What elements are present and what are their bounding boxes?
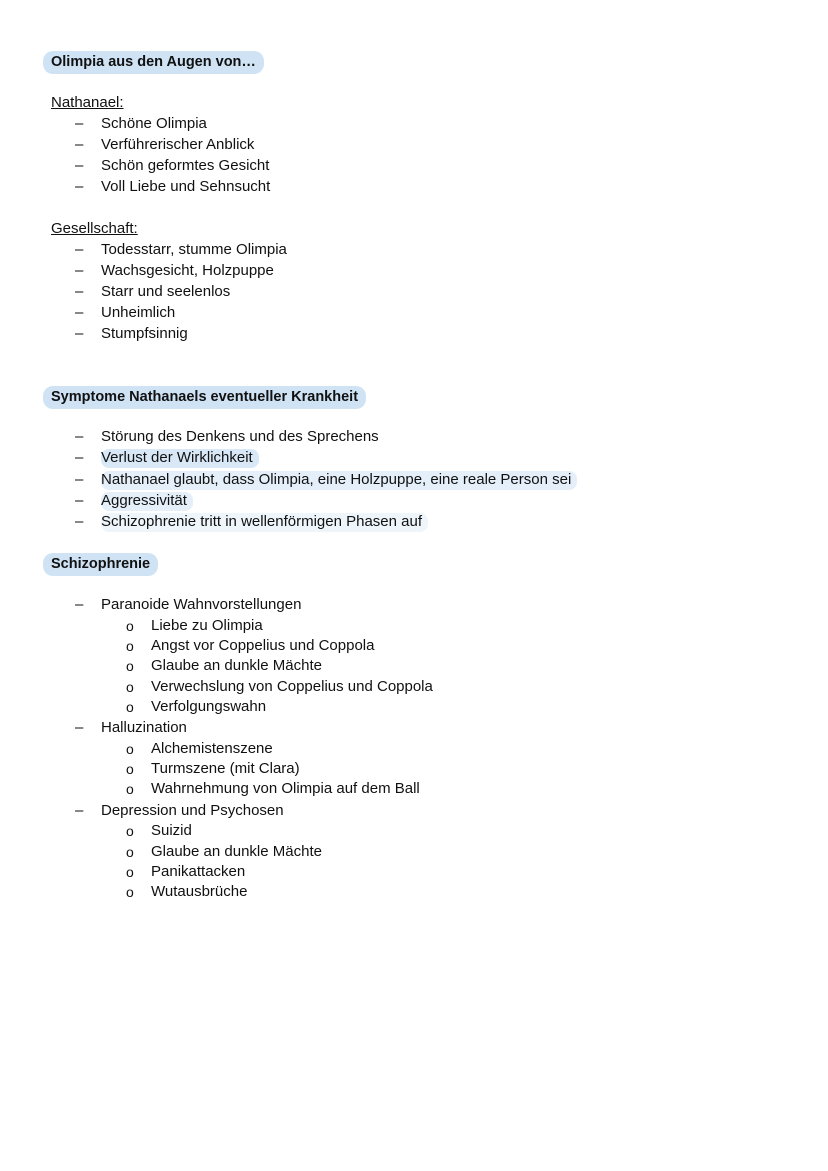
sub-list-item-text: Verfolgungswahn bbox=[151, 698, 267, 715]
list-item-text: Starr und seelenlos bbox=[101, 283, 231, 300]
dash-bullet: – bbox=[75, 802, 84, 819]
list-item-text: Unheimlich bbox=[101, 304, 176, 321]
list-item-text: Halluzination bbox=[101, 719, 187, 736]
dash-bullet: – bbox=[75, 304, 84, 321]
section-heading-symptome: Symptome Nathanaels eventueller Krankheit bbox=[43, 386, 366, 409]
list-item-text: Aggressivität bbox=[101, 492, 193, 511]
dash-bullet: – bbox=[75, 719, 84, 736]
subheading-gesellschaft: Gesellschaft: bbox=[51, 220, 138, 237]
sub-list-item-text: Turmszene (mit Clara) bbox=[151, 760, 300, 777]
dash-bullet: – bbox=[75, 115, 84, 132]
dash-bullet: – bbox=[75, 513, 84, 530]
dash-bullet: – bbox=[75, 157, 84, 174]
dash-bullet: – bbox=[75, 262, 84, 279]
sub-list-item-text: Verwechslung von Coppelius und Coppola bbox=[151, 678, 433, 695]
circle-bullet: o bbox=[126, 699, 134, 715]
sub-list-item-text: Panikattacken bbox=[151, 863, 246, 880]
sub-list-item-text: Wahrnehmung von Olimpia auf dem Ball bbox=[151, 780, 420, 797]
list-item-text: Verführerischer Anblick bbox=[101, 136, 255, 153]
circle-bullet: o bbox=[126, 761, 134, 777]
circle-bullet: o bbox=[126, 884, 134, 900]
dash-bullet: – bbox=[75, 178, 84, 195]
circle-bullet: o bbox=[126, 638, 134, 654]
dash-bullet: – bbox=[75, 283, 84, 300]
list-item-text: Störung des Denkens und des Sprechens bbox=[101, 428, 379, 445]
dash-bullet: – bbox=[75, 325, 84, 342]
sub-list-item-text: Angst vor Coppelius und Coppola bbox=[151, 637, 375, 654]
dash-bullet: – bbox=[75, 471, 84, 488]
sub-list-item-text: Alchemistenszene bbox=[151, 740, 273, 757]
list-item-text: Verlust der Wirklichkeit bbox=[101, 449, 259, 468]
circle-bullet: o bbox=[126, 679, 134, 695]
dash-bullet: – bbox=[75, 428, 84, 445]
list-item-text: Paranoide Wahnvorstellungen bbox=[101, 596, 302, 613]
dash-bullet: – bbox=[75, 241, 84, 258]
section-heading-schizophrenie: Schizophrenie bbox=[43, 553, 158, 576]
dash-bullet: – bbox=[75, 449, 84, 466]
sub-list-item-text: Wutausbrüche bbox=[151, 883, 248, 900]
sub-list-item-text: Liebe zu Olimpia bbox=[151, 617, 263, 634]
sub-list-item-text: Glaube an dunkle Mächte bbox=[151, 657, 322, 674]
circle-bullet: o bbox=[126, 844, 134, 860]
circle-bullet: o bbox=[126, 618, 134, 634]
circle-bullet: o bbox=[126, 741, 134, 757]
list-item-text: Nathanael glaubt, dass Olimpia, eine Holzpuppe, eine reale Person sei bbox=[101, 471, 577, 490]
sub-list-item-text: Glaube an dunkle Mächte bbox=[151, 843, 322, 860]
section-heading-olimpia: Olimpia aus den Augen von… bbox=[43, 51, 264, 74]
list-item-text: Schön geformtes Gesicht bbox=[101, 157, 270, 174]
list-item-text: Schizophrenie tritt in wellenförmigen Phasen auf bbox=[101, 513, 428, 532]
list-item-text: Stumpfsinnig bbox=[101, 325, 188, 342]
dash-bullet: – bbox=[75, 596, 84, 613]
list-item-text: Todesstarr, stumme Olimpia bbox=[101, 241, 287, 258]
sub-list-item-text: Suizid bbox=[151, 822, 192, 839]
circle-bullet: o bbox=[126, 823, 134, 839]
dash-bullet: – bbox=[75, 136, 84, 153]
dash-bullet: – bbox=[75, 492, 84, 509]
list-item-text: Depression und Psychosen bbox=[101, 802, 284, 819]
subheading-nathanael: Nathanael: bbox=[51, 94, 124, 111]
circle-bullet: o bbox=[126, 658, 134, 674]
list-item-text: Wachsgesicht, Holzpuppe bbox=[101, 262, 274, 279]
circle-bullet: o bbox=[126, 864, 134, 880]
circle-bullet: o bbox=[126, 781, 134, 797]
list-item-text: Schöne Olimpia bbox=[101, 115, 207, 132]
list-item-text: Voll Liebe und Sehnsucht bbox=[101, 178, 271, 195]
